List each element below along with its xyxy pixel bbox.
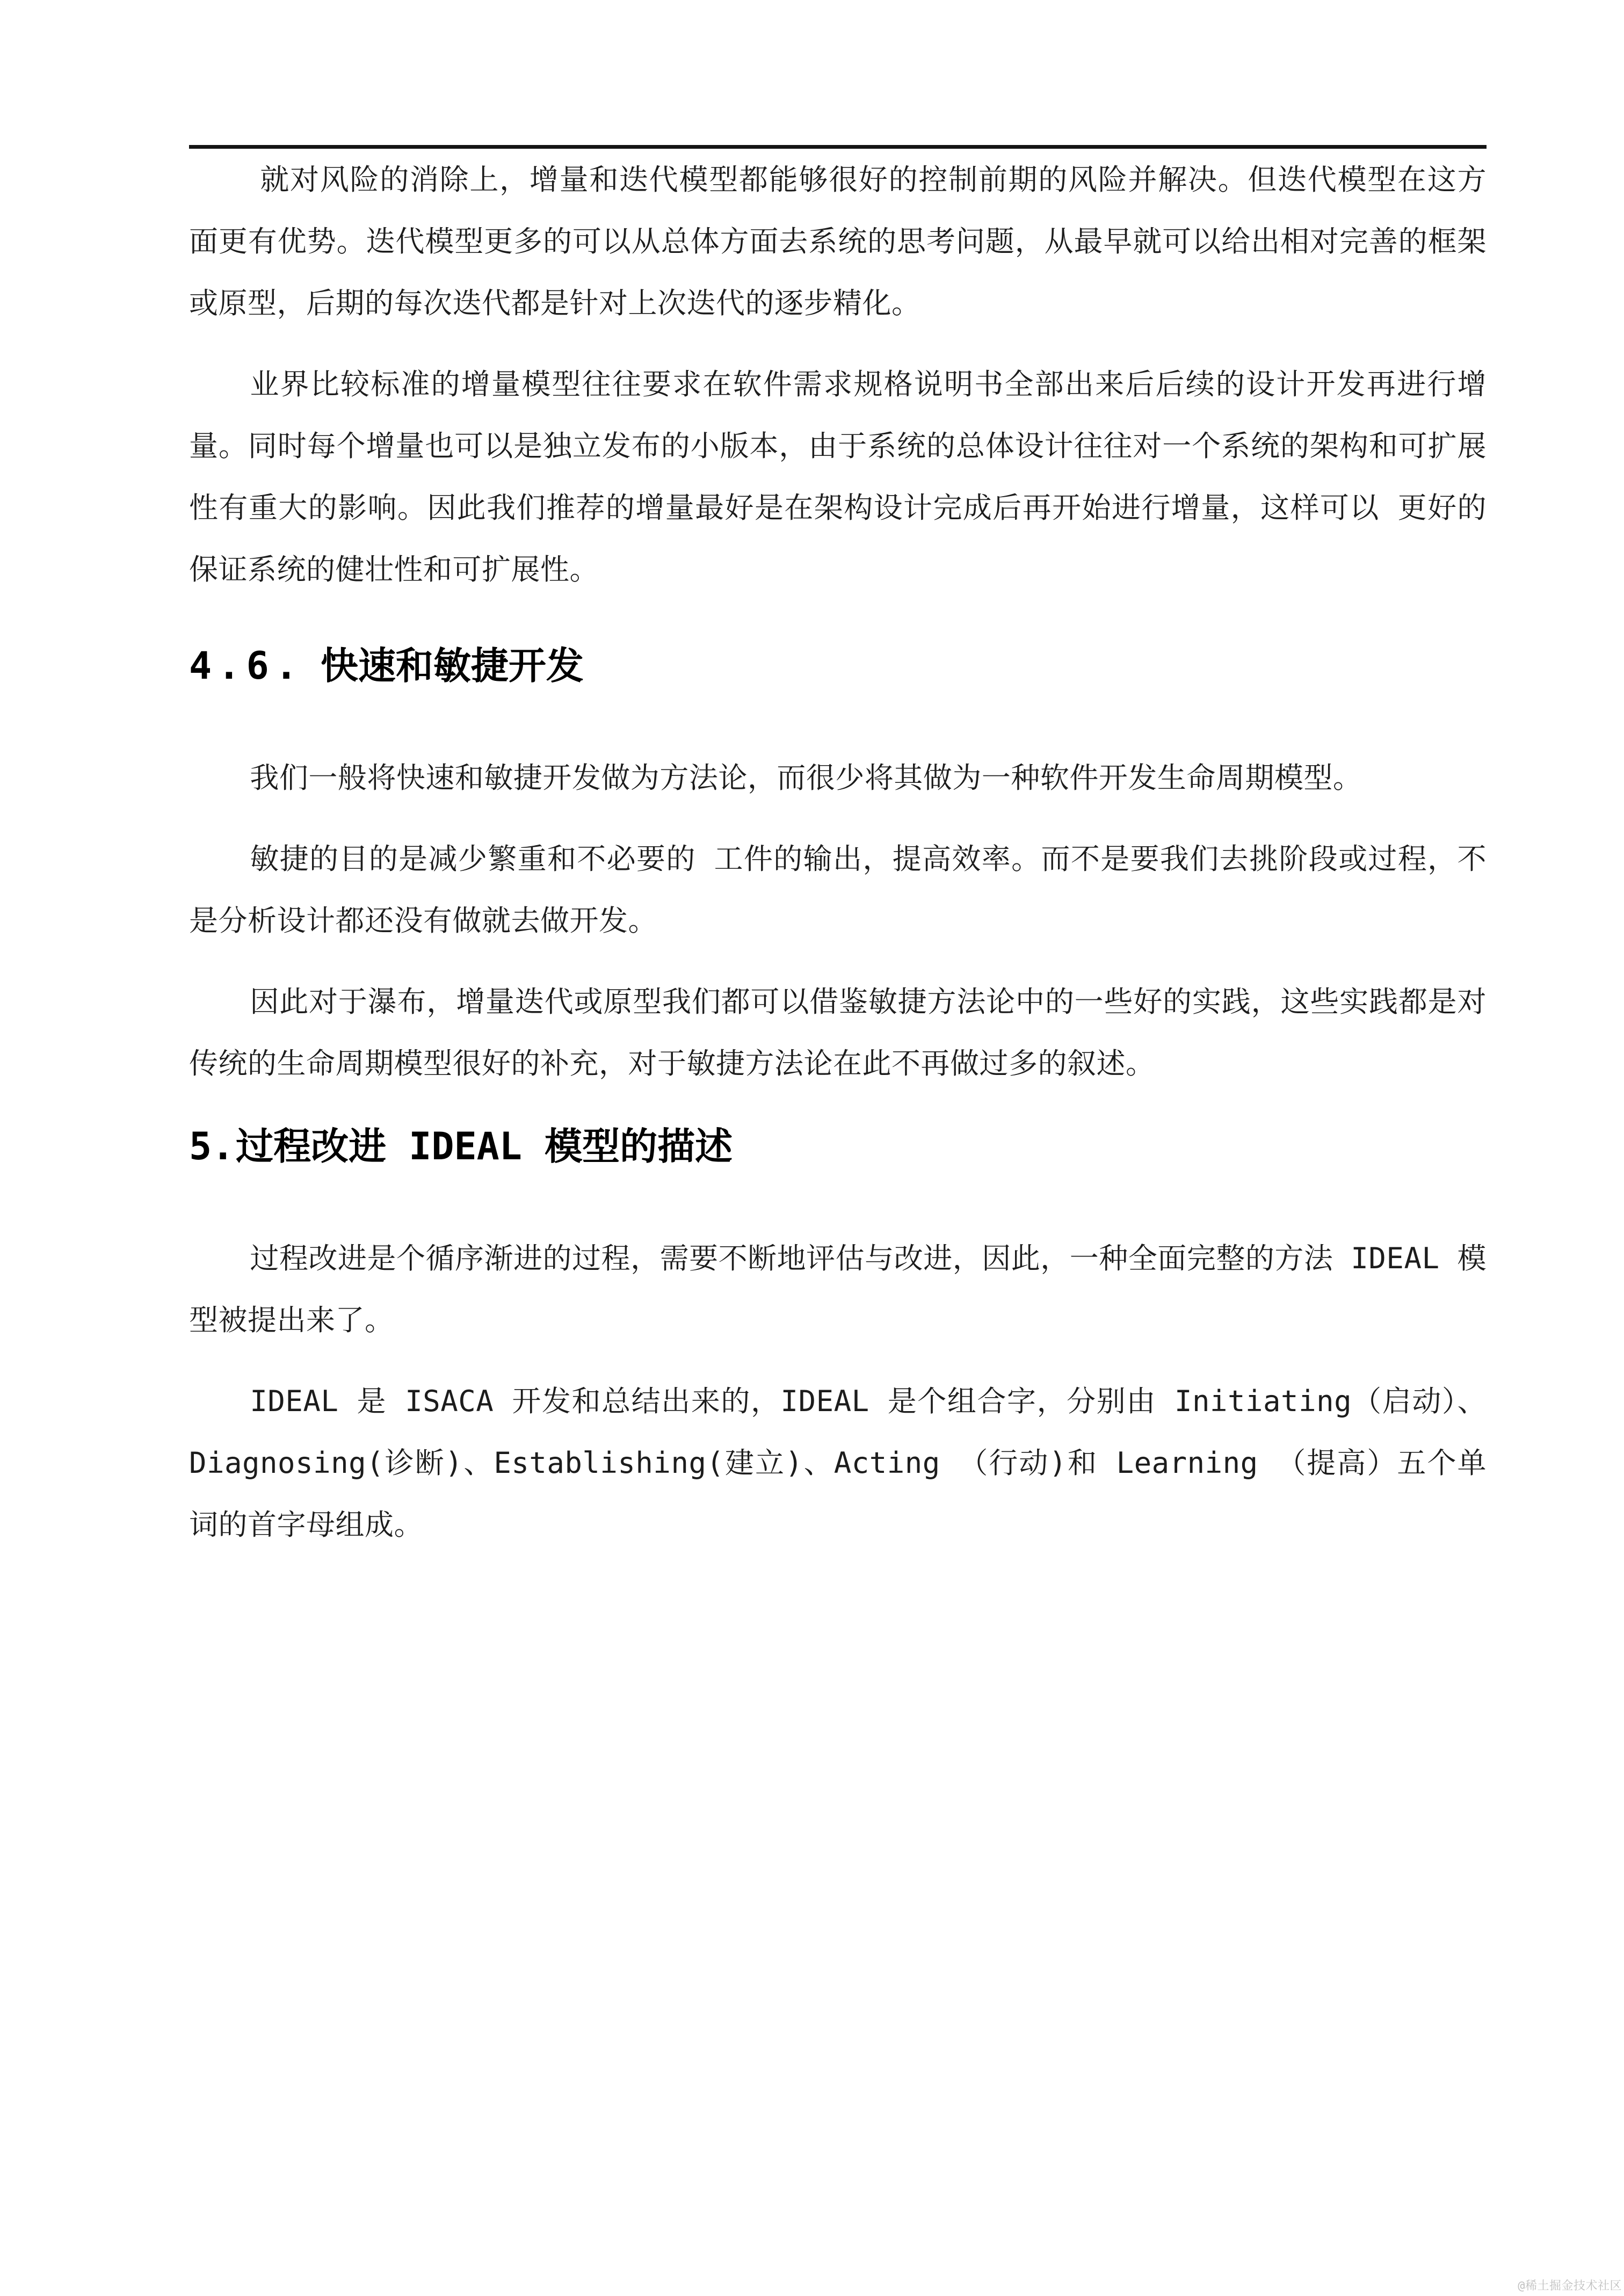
section-title-agile: 快速和敏捷开发: [320, 644, 584, 688]
paragraph-ideal-acronym: IDEAL 是 ISACA 开发和总结出来的，IDEAL 是个组合字，分别由 Initiating（启动）、Diagnosing(诊断)、Establishing(建立)、Acting （行动)和 Learning （提高）五个单词的首字母组成。: [189, 1384, 1487, 1542]
section-heading-ideal: [189, 1121, 1487, 1172]
paragraph-process-improvement: 过程改进是个循序渐进的过程，需要不断地评估与改进，因此，一种全面完整的方法 IDEAL 模型被提出来了。: [189, 1241, 1487, 1337]
section-heading-agile: [189, 641, 1487, 691]
section-number-agile: 4.6.: [189, 644, 304, 688]
paragraph-agile-practices: 因此对于瀑布，增量迭代或原型我们都可以借鉴敏捷方法论中的一些好的实践，这些实践都是对传统的生命周期模型很好的补充，对于敏捷方法论在此不再做过多的叙述。: [189, 985, 1487, 1080]
paragraph-agile-purpose: 敏捷的目的是减少繁重和不必要的 工件的输出，提高效率。而不是要我们去挑阶段或过程，不是分析设计都还没有做就去做开发。: [189, 842, 1487, 938]
paragraph-increment-model: 业界比较标准的增量模型往往要求在软件需求规格说明书全部出来后后续的设计开发再进行增量。同时每个增量也可以是独立发布的小版本，由于系统的总体设计往往对一个系统的架构和可扩展性有重大的影响。因此我们推荐的增量最好是在架构设计完成后再开始进行增量，这样可以 更好的保证系统的健壮性和可扩展性。: [189, 367, 1487, 586]
paragraph-agile-methodology: 我们一般将快速和敏捷开发做为方法论，而很少将其做为一种软件开发生命周期模型。: [250, 761, 1362, 795]
header-rule: [189, 145, 1487, 149]
watermark: @稀土掘金技术社区: [1518, 2279, 1622, 2293]
document-content: [189, 0, 1487, 1556]
paragraph-risk-elimination: 就对风险的消除上，增量和迭代模型都能够很好的控制前期的风险并解决。但迭代模型在这方面更有优势。迭代模型更多的可以从总体方面去系统的思考问题，从最早就可以给出相对完善的框架或原型，后期的每次迭代都是针对上次迭代的逐步精化。: [189, 163, 1487, 320]
section-number-ideal: 5.: [189, 1124, 235, 1168]
section-title-ideal: 过程改进 IDEAL 模型的描述: [236, 1124, 733, 1168]
